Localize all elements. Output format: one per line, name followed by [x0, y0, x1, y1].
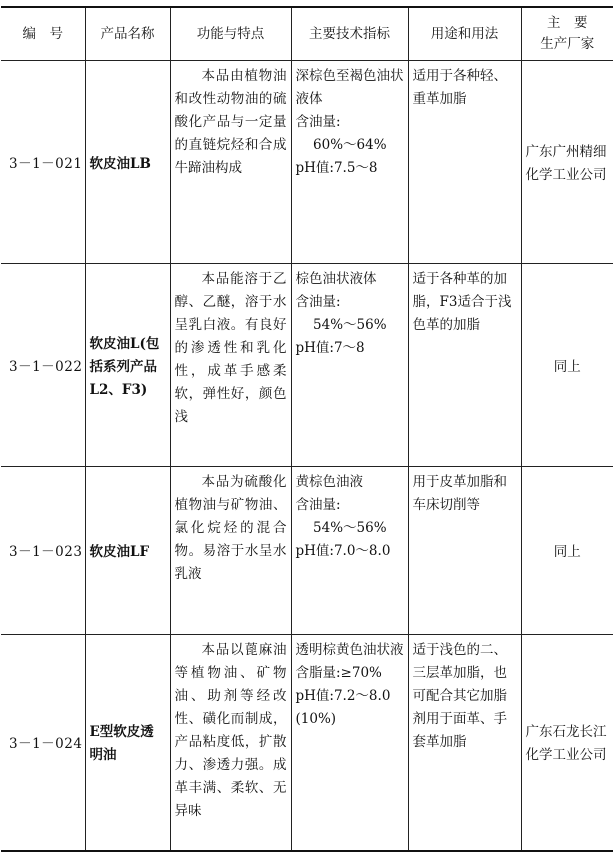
specs-cell [291, 61, 408, 264]
spec-line: 54%～56% [313, 317, 387, 333]
header-maker [521, 7, 613, 61]
name-cell: 软皮油LF [85, 467, 170, 635]
spec-line: 含油量: [295, 294, 341, 310]
maker-cell: 同上 [521, 467, 613, 635]
header-specs: 主要技术指标 [291, 7, 408, 61]
spec-line: 含脂量:≥70% [295, 665, 382, 681]
name-cell: 软皮油LB [85, 61, 170, 264]
code-cell: 3－1－021 [1, 61, 85, 264]
specs-cell [291, 264, 408, 467]
header-code: 编 号 [1, 7, 85, 61]
usage-cell: 用于皮革加脂和车床切削等 [408, 467, 521, 635]
specs-cell [291, 635, 408, 851]
table-row [1, 467, 613, 635]
maker-cell: 广东石龙长江化学工业公司 [521, 635, 613, 851]
header-maker-line2: 生产厂家 [540, 36, 595, 52]
features-cell: 本品由植物油和改性动物油的硫酸化产品与一定量的直链烷烃和合成牛蹄油构成 [170, 61, 291, 264]
maker-cell: 同上 [521, 264, 613, 467]
spec-line: 60%～64% [313, 137, 387, 153]
code-cell: 3－1－022 [1, 264, 85, 467]
name-cell: E型软皮透明油 [85, 635, 170, 851]
spec-line: 54%～56% [313, 520, 387, 536]
spec-line: (10%) [295, 711, 337, 727]
name-cell: 软皮油L(包括系列产品L2、F3) [85, 264, 170, 467]
maker-cell: 广东广州精细化学工业公司 [521, 61, 613, 264]
code-cell: 3－1－023 [1, 467, 85, 635]
usage-cell: 适用于各种轻、重革加脂 [408, 61, 521, 264]
table-row [1, 264, 613, 467]
header-features: 功能与特点 [170, 7, 291, 61]
table-row [1, 61, 613, 264]
code-cell: 3－1－024 [1, 635, 85, 851]
header-usage: 用途和用法 [408, 7, 521, 61]
spec-line: 含油量: [295, 114, 341, 130]
spec-line: pH值:7.2～8.0 [295, 688, 391, 704]
product-table [1, 6, 613, 852]
table-row [1, 635, 613, 851]
features-cell: 本品能溶于乙醇、乙醚，溶于水呈乳白液。有良好的渗透性和乳化性，成革手感柔软，弹性好，颜色浅 [170, 264, 291, 467]
spec-line: 黄棕色油液 [295, 474, 363, 490]
specs-cell [291, 467, 408, 635]
usage-cell: 适于各种革的加脂，F3适合于浅色革的加脂 [408, 264, 521, 467]
usage-cell: 适于浅色的二、三层革加脂，也可配合其它加脂剂用于面革、手套革加脂 [408, 635, 521, 851]
spec-line: pH值:7～8 [295, 340, 365, 356]
spec-line: 棕色油状液体 [295, 271, 377, 287]
spec-line: pH值:7.5～8 [295, 160, 378, 176]
features-cell: 本品以蓖麻油等植物油、矿物油、助剂等经改性、磺化而制成，产品粘度低，扩散力、渗透力强。成革丰满、柔软、无异味 [170, 635, 291, 851]
spec-line: 含油量: [295, 497, 341, 513]
spec-line: 深棕色至褐色油状液体 [295, 68, 404, 107]
header-row [1, 7, 613, 61]
header-name: 产品名称 [85, 7, 170, 61]
spec-line: 透明棕黄色油状液 [295, 642, 404, 658]
features-cell: 本品为硫酸化植物油与矿物油、氯化烷烃的混合物。易溶于水呈水乳液 [170, 467, 291, 635]
header-maker-line1: 主 要 [547, 15, 588, 31]
spec-line: pH值:7.0～8.0 [295, 543, 391, 559]
